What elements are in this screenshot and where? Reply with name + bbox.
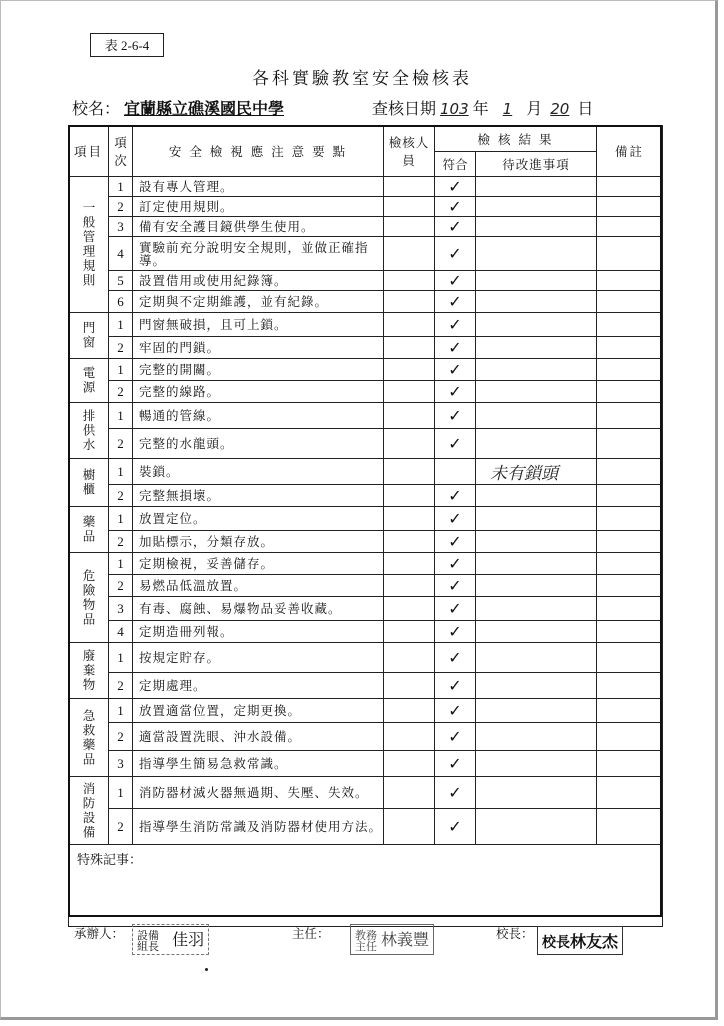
director-stamp-title: 教務主任 <box>355 928 377 953</box>
inspector-cell <box>384 597 435 621</box>
inspector-cell <box>384 575 435 597</box>
item-number: 1 <box>109 553 133 575</box>
check-mark-icon: ✓ <box>448 576 462 595</box>
table-row <box>69 699 663 723</box>
ink-dot <box>205 968 208 971</box>
principal-stamp-title: 校長 <box>542 934 570 951</box>
item-number: 2 <box>109 429 133 459</box>
pass-cell <box>435 507 476 531</box>
inspector-cell <box>384 237 435 271</box>
todo-cell <box>476 777 597 809</box>
inspector-cell <box>384 291 435 313</box>
item-number: 1 <box>109 643 133 673</box>
table-row <box>69 403 663 429</box>
item-text: 放置定位。 <box>133 507 384 531</box>
category-cell: 急救藥品 <box>69 699 109 777</box>
table-row <box>69 507 663 531</box>
item-number: 3 <box>109 597 133 621</box>
table-row <box>69 597 663 621</box>
remark-cell <box>597 597 663 621</box>
table-row <box>69 751 663 777</box>
table-row <box>69 575 663 597</box>
handler-label: 承辦人： <box>74 926 125 941</box>
principal-name: 林友杰 <box>570 932 619 951</box>
pass-cell <box>435 403 476 429</box>
remark-cell <box>597 673 663 699</box>
table-row <box>69 197 663 217</box>
remark-cell <box>597 237 663 271</box>
pass-cell <box>435 485 476 507</box>
pass-cell <box>435 751 476 777</box>
item-number: 2 <box>109 197 133 217</box>
inspector-cell <box>384 621 435 643</box>
day-unit: 日 <box>577 99 594 118</box>
handler-stamp-title: 設備組長 <box>137 928 159 953</box>
todo-cell <box>476 531 597 553</box>
school-name: 宜蘭縣立礁溪國民中學 <box>124 99 285 118</box>
pass-cell <box>435 809 476 845</box>
category-cell: 櫥櫃 <box>69 459 109 507</box>
inspector-cell <box>384 485 435 507</box>
pass-cell <box>435 271 476 291</box>
handler-name: 佳羽 <box>172 930 205 949</box>
pass-cell <box>435 673 476 699</box>
inspector-cell <box>384 809 435 845</box>
todo-cell <box>476 751 597 777</box>
table-row <box>69 723 663 751</box>
remark-cell <box>597 485 663 507</box>
category-cell: 廢棄物 <box>69 643 109 699</box>
inspector-cell <box>384 699 435 723</box>
item-number: 2 <box>109 337 133 359</box>
inspection-date <box>372 96 593 119</box>
inspector-cell <box>384 643 435 673</box>
inspector-cell <box>384 177 435 197</box>
table-row <box>69 429 663 459</box>
remark-cell <box>597 643 663 673</box>
check-mark-icon: ✓ <box>448 701 462 720</box>
todo-cell <box>476 217 597 237</box>
pass-cell <box>435 597 476 621</box>
item-number: 1 <box>109 403 133 429</box>
school-label: 校名： <box>72 99 121 118</box>
pass-cell <box>435 237 476 271</box>
inspector-cell <box>384 217 435 237</box>
item-number: 6 <box>109 291 133 313</box>
inspector-cell <box>384 403 435 429</box>
item-text: 暢通的管線。 <box>133 403 384 429</box>
handler-stamp <box>132 924 209 955</box>
check-mark-icon: ✓ <box>448 382 462 401</box>
inspector-cell <box>384 723 435 751</box>
item-number: 1 <box>109 177 133 197</box>
pass-cell <box>435 177 476 197</box>
item-text: 設有專人管理。 <box>133 177 384 197</box>
remark-cell <box>597 723 663 751</box>
check-mark-icon: ✓ <box>448 292 462 311</box>
item-number: 5 <box>109 271 133 291</box>
date-label: 查核日期 <box>372 99 437 118</box>
todo-cell <box>476 485 597 507</box>
inspector-cell <box>384 197 435 217</box>
check-mark-icon: ✓ <box>448 754 462 773</box>
todo-cell <box>476 291 597 313</box>
header-result: 檢 核 結 果 <box>435 126 597 152</box>
check-mark-icon: ✓ <box>448 599 462 618</box>
inspector-cell <box>384 751 435 777</box>
todo-cell <box>476 197 597 217</box>
principal-stamp <box>537 926 623 955</box>
item-number: 2 <box>109 809 133 845</box>
check-mark-icon: ✓ <box>448 622 462 641</box>
item-number: 2 <box>109 531 133 553</box>
remark-cell <box>597 337 663 359</box>
category-cell: 排供水 <box>69 403 109 459</box>
pass-cell <box>435 313 476 337</box>
inspector-cell <box>384 777 435 809</box>
table-row <box>69 381 663 403</box>
pass-cell <box>435 699 476 723</box>
item-number: 2 <box>109 381 133 403</box>
item-number: 4 <box>109 621 133 643</box>
category-cell: 藥品 <box>69 507 109 553</box>
item-number: 1 <box>109 459 133 485</box>
remark-cell <box>597 459 663 485</box>
principal-label: 校長： <box>496 926 534 941</box>
remark-cell <box>597 809 663 845</box>
item-text: 適當設置洗眼、沖水設備。 <box>133 723 384 751</box>
category-cell: 消防設備 <box>69 777 109 845</box>
table-row <box>69 777 663 809</box>
pass-cell <box>435 217 476 237</box>
item-number: 2 <box>109 485 133 507</box>
table-row <box>69 291 663 313</box>
item-number: 3 <box>109 217 133 237</box>
todo-cell: 未有鎖頭 <box>476 459 597 485</box>
pass-cell <box>435 575 476 597</box>
remark-cell <box>597 429 663 459</box>
item-text: 按規定貯存。 <box>133 643 384 673</box>
remark-cell <box>597 217 663 237</box>
remark-cell <box>597 177 663 197</box>
todo-cell <box>476 237 597 271</box>
check-mark-icon: ✓ <box>448 360 462 379</box>
table-row <box>69 271 663 291</box>
item-text: 完整的線路。 <box>133 381 384 403</box>
item-text: 實驗前充分說明安全規則，並做正確指導。 <box>133 237 384 271</box>
remark-cell <box>597 699 663 723</box>
pass-cell <box>435 381 476 403</box>
pass-cell <box>435 777 476 809</box>
remark-cell <box>597 751 663 777</box>
inspector-cell <box>384 531 435 553</box>
check-mark-icon: ✓ <box>448 817 462 836</box>
form-number: 表 2-6-4 <box>90 33 164 57</box>
inspector-cell <box>384 381 435 403</box>
table-row <box>69 673 663 699</box>
item-text: 定期與不定期維護，並有紀錄。 <box>133 291 384 313</box>
table-row <box>69 621 663 643</box>
todo-cell <box>476 621 597 643</box>
check-mark-icon: ✓ <box>448 783 462 802</box>
check-mark-icon: ✓ <box>448 406 462 425</box>
pass-cell <box>435 337 476 359</box>
table-row <box>69 643 663 673</box>
header-number: 項次 <box>109 126 133 177</box>
check-mark-icon: ✓ <box>448 244 462 263</box>
item-text: 完整的水龍頭。 <box>133 429 384 459</box>
item-number: 1 <box>109 507 133 531</box>
table-row <box>69 459 663 485</box>
category-cell: 門窗 <box>69 313 109 359</box>
table-row <box>69 337 663 359</box>
item-text: 有毒、腐蝕、易爆物品妥善收藏。 <box>133 597 384 621</box>
date-year: 103 <box>440 100 469 118</box>
remark-cell <box>597 197 663 217</box>
inspector-cell <box>384 553 435 575</box>
header-points: 安 全 檢 視 應 注 意 要 點 <box>133 126 384 177</box>
remark-cell <box>597 553 663 575</box>
inspector-cell <box>384 429 435 459</box>
inspector-cell <box>384 313 435 337</box>
check-mark-icon: ✓ <box>448 434 462 453</box>
item-text: 定期處理。 <box>133 673 384 699</box>
item-number: 1 <box>109 777 133 809</box>
year-unit: 年 <box>472 99 489 118</box>
item-text: 完整無損壞。 <box>133 485 384 507</box>
month-unit: 月 <box>526 99 543 118</box>
special-notes <box>69 845 663 927</box>
remark-cell <box>597 403 663 429</box>
remark-cell <box>597 777 663 809</box>
inspector-cell <box>384 359 435 381</box>
school-line <box>72 96 284 119</box>
table-row <box>69 313 663 337</box>
remark-cell <box>597 621 663 643</box>
special-notes-label: 特殊記事： <box>77 853 143 868</box>
item-text: 放置適當位置，定期更換。 <box>133 699 384 723</box>
item-text: 門窗無破損，且可上鎖。 <box>133 313 384 337</box>
check-mark-icon: ✓ <box>448 197 462 216</box>
todo-cell <box>476 699 597 723</box>
item-text: 備有安全護目鏡供學生使用。 <box>133 217 384 237</box>
item-number: 1 <box>109 313 133 337</box>
item-text: 定期檢視，妥善儲存。 <box>133 553 384 575</box>
check-mark-icon: ✓ <box>448 532 462 551</box>
item-text: 消防器材滅火器無過期、失壓、失效。 <box>133 777 384 809</box>
check-mark-icon: ✓ <box>448 486 462 505</box>
table-row <box>69 485 663 507</box>
pass-cell <box>435 621 476 643</box>
item-text: 加貼標示，分類存放。 <box>133 531 384 553</box>
item-text: 完整的開關。 <box>133 359 384 381</box>
todo-cell <box>476 337 597 359</box>
todo-cell <box>476 429 597 459</box>
todo-cell <box>476 673 597 699</box>
check-mark-icon: ✓ <box>448 177 462 196</box>
item-number: 1 <box>109 359 133 381</box>
item-text: 指導學生消防常識及消防器材使用方法。 <box>133 809 384 845</box>
header-remark: 備註 <box>597 126 663 177</box>
category-cell: 危險物品 <box>69 553 109 643</box>
pass-cell <box>435 531 476 553</box>
check-mark-icon: ✓ <box>448 338 462 357</box>
todo-cell <box>476 553 597 575</box>
item-number: 3 <box>109 751 133 777</box>
check-mark-icon: ✓ <box>448 509 462 528</box>
remark-cell <box>597 313 663 337</box>
inspector-cell <box>384 673 435 699</box>
todo-cell <box>476 809 597 845</box>
pass-cell <box>435 359 476 381</box>
table-row <box>69 237 663 271</box>
check-mark-icon: ✓ <box>448 217 462 236</box>
category-cell: 電源 <box>69 359 109 403</box>
check-mark-icon: ✓ <box>448 554 462 573</box>
item-number: 1 <box>109 699 133 723</box>
director-label: 主任： <box>292 926 330 941</box>
todo-cell <box>476 271 597 291</box>
item-text: 定期造冊列報。 <box>133 621 384 643</box>
todo-cell <box>476 177 597 197</box>
pass-cell <box>435 723 476 751</box>
remark-cell <box>597 291 663 313</box>
header-pass: 符合 <box>435 152 476 177</box>
table-row <box>69 809 663 845</box>
item-number: 2 <box>109 723 133 751</box>
item-text: 牢固的門鎖。 <box>133 337 384 359</box>
item-number: 4 <box>109 237 133 271</box>
todo-cell <box>476 381 597 403</box>
item-text: 裝鎖。 <box>133 459 384 485</box>
director-name: 林義豐 <box>381 930 430 949</box>
header-inspector: 檢核人員 <box>384 126 435 177</box>
remark-cell <box>597 359 663 381</box>
pass-cell <box>435 197 476 217</box>
remark-cell <box>597 575 663 597</box>
todo-cell <box>476 723 597 751</box>
item-number: 2 <box>109 673 133 699</box>
todo-cell <box>476 359 597 381</box>
table-row <box>69 553 663 575</box>
table-row <box>69 177 663 197</box>
remark-cell <box>597 271 663 291</box>
todo-cell <box>476 597 597 621</box>
check-mark-icon: ✓ <box>448 727 462 746</box>
item-text: 訂定使用規則。 <box>133 197 384 217</box>
check-mark-icon: ✓ <box>448 271 462 290</box>
date-day: 20 <box>550 100 570 118</box>
inspector-cell <box>384 507 435 531</box>
header-todo: 待改進事項 <box>476 152 597 177</box>
remark-cell <box>597 507 663 531</box>
check-mark-icon: ✓ <box>448 315 462 334</box>
pass-cell <box>435 643 476 673</box>
remark-cell <box>597 381 663 403</box>
inspector-cell <box>384 271 435 291</box>
remark-cell <box>597 531 663 553</box>
check-mark-icon: ✓ <box>448 648 462 667</box>
date-month: 1 <box>502 100 513 118</box>
pass-cell <box>435 429 476 459</box>
category-cell: 一般管理規則 <box>69 177 109 313</box>
table-row <box>69 531 663 553</box>
check-mark-icon: ✓ <box>448 676 462 695</box>
todo-cell <box>476 575 597 597</box>
inspector-cell <box>384 459 435 485</box>
pass-cell <box>435 291 476 313</box>
pass-cell <box>435 553 476 575</box>
inspector-cell <box>384 337 435 359</box>
pass-cell <box>435 459 476 485</box>
item-text: 指導學生簡易急救常識。 <box>133 751 384 777</box>
item-text: 易燃品低溫放置。 <box>133 575 384 597</box>
table-row <box>69 217 663 237</box>
todo-cell <box>476 403 597 429</box>
director-stamp <box>350 924 434 955</box>
todo-cell <box>476 313 597 337</box>
todo-cell <box>476 507 597 531</box>
item-number: 2 <box>109 575 133 597</box>
todo-cell <box>476 643 597 673</box>
document-title: 各科實驗教室安全檢核表 <box>252 69 472 89</box>
table-row <box>69 359 663 381</box>
item-text: 設置借用或使用紀錄簿。 <box>133 271 384 291</box>
header-category: 項目 <box>69 126 109 177</box>
checklist-table <box>68 125 663 927</box>
